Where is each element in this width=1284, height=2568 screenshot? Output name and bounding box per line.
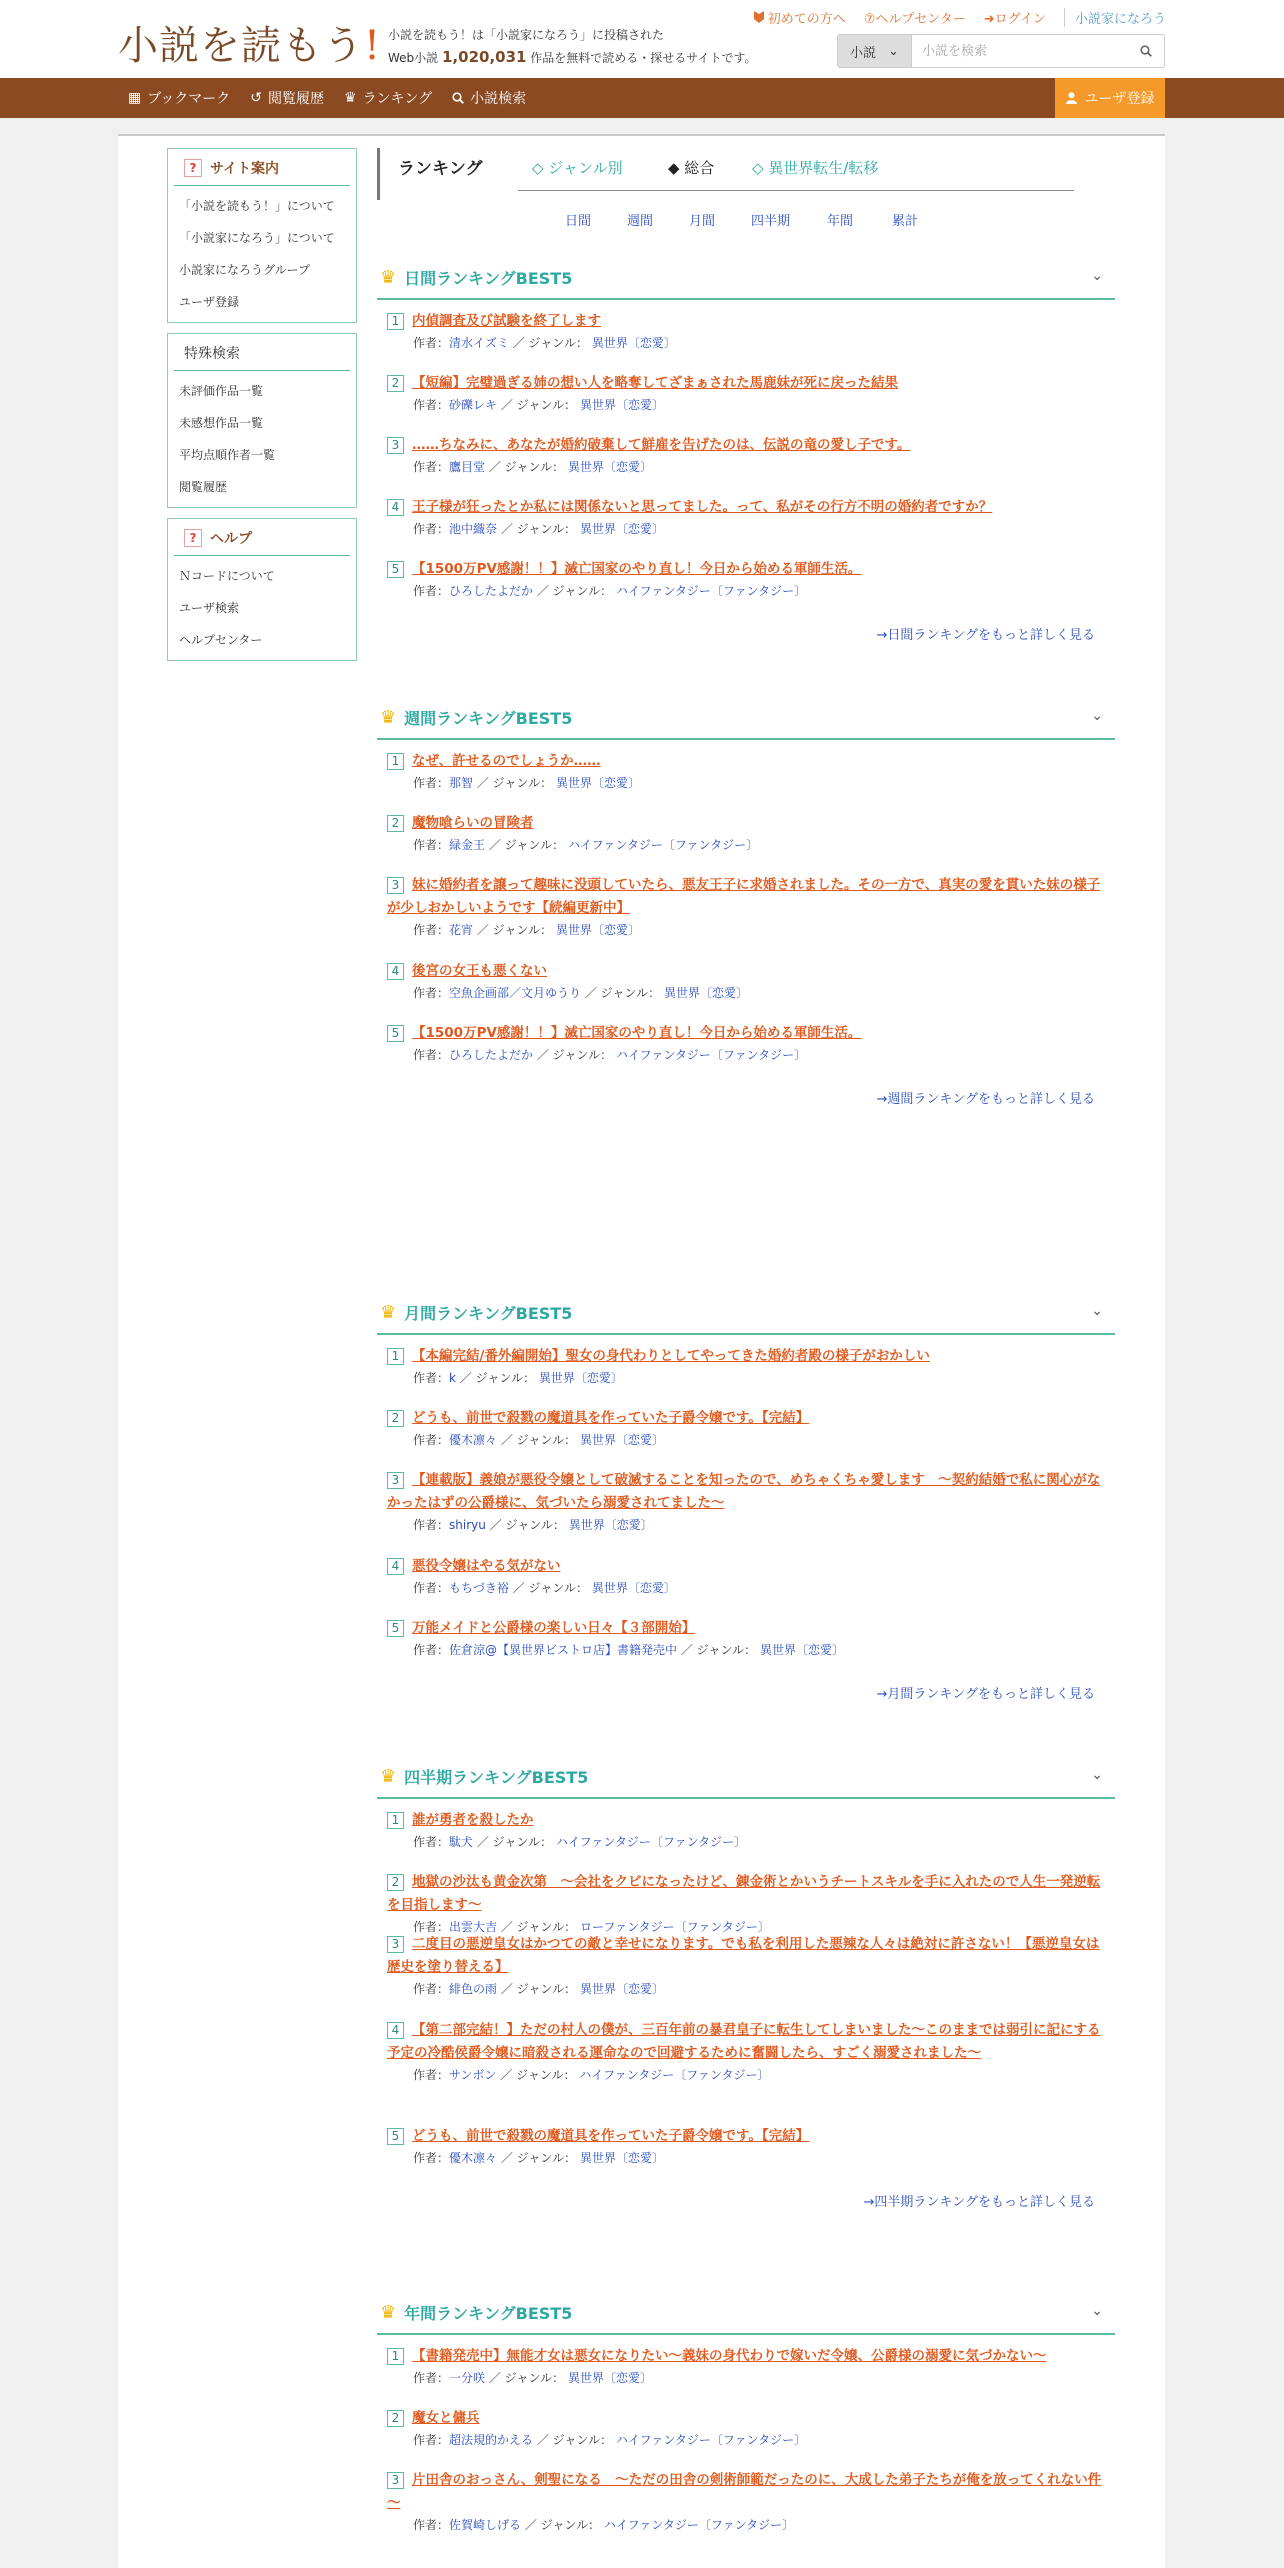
narou-logo-link[interactable]: 小説家になろう (1064, 8, 1166, 27)
genre-link[interactable]: ハイファンタジー〔ファンタジー〕 (615, 2433, 807, 2447)
ranking-section-header[interactable] (377, 2291, 1115, 2335)
ranking-section (377, 1291, 1115, 1702)
ranking-item (377, 1871, 1115, 1937)
login-icon: ➜ (983, 12, 995, 27)
content-container (118, 134, 1165, 2568)
genre-link[interactable]: ハイファンタジー〔ファンタジー〕 (603, 2518, 795, 2532)
author-link[interactable]: 佐倉涼@【異世界ビストロ店】書籍発売中 (449, 1643, 678, 1657)
ranking-item (377, 1555, 1115, 1598)
genre-label: ／ ジャンル： (500, 522, 577, 536)
novel-title-link[interactable]: 地獄の沙汰も黄金次第 ～会社をクビになったけど、錬金術とかいうチートスキルを手に入れたので人生一発逆転を目指します～ (387, 1874, 1101, 1913)
help-title: ヘルプ (210, 531, 252, 547)
ranking-item (377, 2469, 1115, 2535)
site-logo[interactable] (118, 14, 381, 71)
ranking-item (377, 496, 1115, 539)
author-link[interactable]: 緑金王 (449, 838, 486, 852)
novel-title-link[interactable]: 【短編】完璧過ぎる姉の想い人を略奪してざまぁされた馬鹿妹が死に戻った結果 (412, 375, 898, 391)
special-search-heading: 特殊検索 (174, 334, 350, 371)
author-label: 作者： (413, 2433, 450, 2447)
novel-meta (387, 2368, 1111, 2388)
ranking-section (377, 696, 1115, 1107)
genre-label: ／ ジャンル： (476, 923, 553, 937)
author-label: 作者： (413, 2151, 450, 2165)
genre-link[interactable]: ハイファンタジー〔ファンタジー〕 (579, 2068, 770, 2082)
help-center-link[interactable] (864, 8, 966, 27)
ranking-item (377, 372, 1115, 415)
help-box (167, 518, 357, 661)
genre-label: ／ ジャンル： (488, 838, 565, 852)
novel-title-link[interactable]: 【書籍発売中】無能才女は悪女になりたい～義妹の身代わりで嫁いだ令嬢、公爵様の溺愛に気づかない～ (412, 2348, 1047, 2364)
ranking-item (377, 434, 1115, 477)
novel-meta (387, 1430, 1111, 1450)
ranking-section-header[interactable] (377, 696, 1115, 740)
sidebar-link-avg-authors[interactable]: 平均点順作者一覧 (179, 448, 276, 462)
genre-link[interactable]: ハイファンタジー〔ファンタジー〕 (615, 584, 807, 598)
author-link[interactable]: 優木凛々 (449, 2151, 498, 2165)
question-icon: ? (184, 159, 202, 177)
novel-title-link[interactable]: 片田舎のおっさん、剣聖になる ～ただの田舎の剣術師範だったのに、大成した弟子たちが俺を放ってくれない件～ (387, 2472, 1102, 2511)
rank-number: 5 (387, 2128, 404, 2145)
ranking-item (377, 960, 1115, 1003)
period-yearly[interactable]: 年間 (827, 214, 854, 229)
bookmark-list-icon: ▦ (128, 90, 142, 106)
genre-link[interactable]: 異世界〔恋愛〕 (579, 1433, 664, 1447)
main-nav (0, 78, 1284, 118)
crown-icon: ♛ (380, 706, 397, 728)
ranking-section-title: 四半期ランキングBEST5 (404, 1767, 589, 1787)
sidebar-link-history[interactable]: 閲覧履歴 (179, 480, 228, 494)
ranking-item (377, 874, 1115, 940)
author-link[interactable]: サンボン (449, 2068, 497, 2082)
author-label: 作者： (413, 776, 450, 790)
genre-link[interactable]: 異世界〔恋愛〕 (579, 1982, 664, 1996)
login-link[interactable] (984, 8, 1046, 27)
ranking-more-link[interactable]: →四半期ランキングをもっと詳しく見る (863, 2195, 1095, 2210)
genre-label: ／ ジャンル： (500, 1982, 577, 1996)
crown-icon: ♛ (380, 2301, 397, 2323)
login-link-label: ログイン (994, 12, 1046, 27)
rank-number: 2 (387, 815, 404, 832)
novel-title-link[interactable]: 妹に婚約者を譲って趣味に没頭していたら、悪友王子に求婚されました。その一方で、真実の愛を貫いた妹の様子が少しおかしいようです【続編更新中】 (387, 877, 1101, 916)
rank-number: 1 (387, 1348, 404, 1365)
rank-number: 4 (387, 499, 404, 516)
sidebar-link-about-yomou[interactable]: 「小説を読もう！」について (179, 199, 335, 213)
genre-link[interactable]: ハイファンタジー〔ファンタジー〕 (615, 1048, 807, 1062)
ranking-more-link[interactable]: →日間ランキングをもっと詳しく見る (876, 628, 1095, 643)
author-label: 作者： (413, 522, 450, 536)
sidebar-link-about-narou[interactable]: 「小説家になろう」について (179, 231, 335, 245)
genre-label: ／ ジャンル： (524, 2518, 601, 2532)
author-link[interactable]: 緋色の雨 (449, 1982, 498, 1996)
genre-label: ／ ジャンル： (489, 1518, 565, 1532)
nav-bookmark[interactable] (128, 88, 230, 108)
genre-label: ／ ジャンル： (500, 1433, 577, 1447)
author-label: 作者： (413, 986, 450, 1000)
chevron-down-icon[interactable]: ⌄ (1091, 2303, 1103, 2319)
novel-meta (387, 983, 1111, 1003)
search-box (837, 34, 1165, 68)
novel-title-link[interactable]: 誰が勇者を殺したか (412, 1812, 534, 1828)
site-guide-heading (174, 149, 350, 186)
chevron-down-icon[interactable]: ⌄ (1091, 268, 1103, 284)
author-link[interactable]: 花宵 (449, 923, 474, 937)
author-label: 作者： (413, 336, 450, 350)
novel-meta (387, 2430, 1111, 2450)
novel-title-link[interactable]: どうも、前世で殺戮の魔道具を作っていた子爵令嬢です。【完結】 (412, 2128, 810, 2144)
rank-number: 3 (387, 2472, 404, 2489)
novel-meta (387, 457, 1111, 477)
ranking-section (377, 2291, 1115, 2532)
chevron-down-icon[interactable]: ⌄ (1091, 708, 1103, 724)
user-icon (1066, 92, 1077, 104)
search-category-select[interactable] (838, 35, 912, 67)
sidebar-link-no-review[interactable]: 未感想作品一覧 (179, 416, 264, 430)
beginner-mark-icon (754, 11, 764, 23)
author-link[interactable]: ひろしたよだか (449, 584, 534, 598)
search-button[interactable] (1128, 35, 1164, 67)
author-link[interactable]: 清水イズミ (449, 336, 509, 350)
rank-number: 3 (387, 877, 404, 894)
genre-link[interactable]: 異世界〔恋愛〕 (555, 923, 640, 937)
ranking-section-title: 月間ランキングBEST5 (404, 1303, 573, 1323)
novel-title-link[interactable]: 悪役令嬢はやる気がない (412, 1558, 561, 1574)
period-links (377, 204, 1127, 250)
genre-link[interactable]: 異世界〔恋愛〕 (567, 2371, 652, 2385)
author-link[interactable]: 池中織奈 (449, 522, 498, 536)
sidebar (167, 148, 357, 671)
novel-title-link[interactable]: 魔女と傭兵 (412, 2410, 480, 2426)
ranking-item (377, 310, 1115, 353)
genre-link[interactable]: ハイファンタジー〔ファンタジー〕 (567, 838, 759, 852)
ranking-section-title: 週間ランキングBEST5 (404, 708, 573, 728)
author-label: 作者： (413, 398, 450, 412)
novel-title-link[interactable]: 二度目の悪逆皇女はかつての敵と幸せになります。でも私を利用した悪辣な人々は絶対に許さない！【悪逆皇女は歴史を塗り替える】 (387, 1936, 1100, 1975)
genre-link[interactable]: 異世界〔恋愛〕 (759, 1643, 844, 1657)
novel-title-link[interactable]: なぜ、許せるのでしょうか…… (412, 753, 601, 769)
rank-number: 5 (387, 1620, 404, 1637)
rank-number: 4 (387, 963, 404, 980)
rank-number: 2 (387, 2410, 404, 2427)
author-label: 作者： (413, 2518, 450, 2532)
genre-label: ／ ジャンル： (536, 2433, 613, 2447)
author-link[interactable]: shiryu (449, 1518, 486, 1532)
novel-meta (387, 1368, 1111, 1388)
genre-label: ／ ジャンル： (584, 986, 661, 1000)
period-monthly[interactable]: 月間 (689, 214, 716, 229)
genre-label: ／ ジャンル： (500, 1920, 577, 1934)
site-header (0, 0, 1284, 78)
novel-title-link[interactable]: 王子様が狂ったとか私には関係ないと思ってました。って、私がその行方不明の婚約者ですか？ (412, 499, 993, 515)
genre-label: ／ ジャンル： (536, 1048, 613, 1062)
ranking-section (377, 1755, 1115, 2210)
rank-number: 3 (387, 437, 404, 454)
author-label: 作者： (413, 923, 450, 937)
author-link[interactable]: 優木凛々 (449, 1433, 498, 1447)
ranking-item (377, 1933, 1115, 1999)
site-guide-title: サイト案内 (210, 161, 280, 177)
ranking-item (377, 812, 1115, 855)
author-link[interactable]: 鷹目堂 (449, 460, 486, 474)
history-icon: ↺ (250, 90, 262, 106)
tagline-suffix: 作品を無料で読める・探せるサイトです。 (530, 51, 757, 65)
search-icon (452, 92, 464, 104)
rank-number: 2 (387, 1410, 404, 1427)
rank-number: 2 (387, 375, 404, 392)
tab-underline (518, 190, 1074, 191)
logo-mark: ! (364, 23, 382, 69)
ranking-item (377, 2125, 1115, 2168)
novel-title-link[interactable]: 【本編完結/番外編開始】聖女の身代わりとしてやってきた婚約者殿の様子がおかしい (412, 1348, 930, 1364)
novel-meta (387, 2148, 1111, 2168)
nav-ranking[interactable] (344, 88, 432, 108)
genre-link[interactable]: 異世界〔恋愛〕 (579, 398, 664, 412)
crown-icon: ♛ (380, 1301, 397, 1323)
tagline-line-1: 小説を読もう！は「小説家になろう」に投稿された (388, 28, 665, 42)
novel-meta (387, 1045, 1111, 1065)
novel-meta (387, 1640, 1111, 1660)
ranking-more-link[interactable]: →月間ランキングをもっと詳しく見る (876, 1687, 1095, 1702)
novel-title-link[interactable]: 【1500万PV感謝！！】滅亡国家のやり直し！今日から始める軍師生活。 (412, 1025, 862, 1041)
genre-link[interactable]: ローファンタジー〔ファンタジー〕 (579, 1920, 770, 1934)
crown-icon: ♛ (380, 1765, 397, 1787)
rank-number: 1 (387, 2348, 404, 2365)
tagline-prefix: Web小説 (388, 51, 439, 65)
rank-number: 4 (387, 2022, 404, 2039)
rank-number: 5 (387, 1025, 404, 1042)
author-link[interactable]: 一分咲 (449, 2371, 486, 2385)
novel-meta (387, 2065, 1111, 2085)
ranking-item (377, 1617, 1115, 1660)
novel-title-link[interactable]: ……ちなみに、あなたが婚約破棄して鮮雇を告げたのは、伝説の竜の愛し子です。 (412, 437, 911, 453)
chevron-down-icon[interactable]: ⌄ (1091, 1303, 1103, 1319)
sidebar-link-narou-group[interactable]: 小説家になろうグループ (179, 263, 311, 277)
genre-label: ／ ジャンル： (488, 2371, 565, 2385)
author-label: 作者： (413, 1982, 450, 1996)
chevron-down-icon: ⌄ (888, 43, 899, 59)
search-category-value: 小説 (850, 45, 877, 61)
ranking-item (377, 750, 1115, 793)
novel-meta (387, 1832, 1111, 1852)
author-label: 作者： (413, 838, 450, 852)
rank-number: 5 (387, 561, 404, 578)
author-link[interactable]: 出雲大吉 (449, 1920, 498, 1934)
novel-title-link[interactable]: 【第二部完結！】ただの村人の僕が、三百年前の暴君皇子に転生してしまいました～このままでは弱引に記にする予定の冷酷侯爵令嬢に暗殺される運命なので回避するために奮闘したら、すごく溺愛されました～ (387, 2022, 1101, 2061)
novel-meta (387, 920, 1111, 940)
help-heading (174, 519, 350, 556)
genre-link[interactable]: 異世界〔恋愛〕 (591, 336, 676, 350)
sidebar-link-register[interactable]: ユーザ登録 (179, 295, 240, 309)
ranking-item (377, 1345, 1115, 1388)
rank-number: 2 (387, 1874, 404, 1891)
site-tagline (388, 24, 757, 69)
special-search-box (167, 333, 357, 508)
rank-number: 1 (387, 1812, 404, 1829)
author-label: 作者： (413, 1048, 450, 1062)
genre-link[interactable]: 異世界〔恋愛〕 (579, 522, 664, 536)
genre-link[interactable]: 異世界〔恋愛〕 (568, 1518, 653, 1532)
period-daily[interactable]: 日間 (565, 214, 592, 229)
rank-number: 3 (387, 1936, 404, 1953)
user-register-button[interactable] (1055, 78, 1165, 118)
rank-number: 1 (387, 753, 404, 770)
ranking-item (377, 1809, 1115, 1852)
period-quarterly[interactable]: 四半期 (751, 214, 791, 229)
author-link[interactable]: ひろしたよだか (449, 1048, 534, 1062)
author-label: 作者： (413, 1835, 450, 1849)
ranking-item (377, 2345, 1115, 2388)
ranking-item (377, 1407, 1115, 1450)
author-label: 作者： (413, 1518, 450, 1532)
novel-count: 1,020,031 (442, 48, 527, 66)
author-link[interactable]: 砂礫レキ (449, 398, 498, 412)
novel-meta (387, 835, 1111, 855)
novel-meta (387, 395, 1111, 415)
rank-number: 4 (387, 1558, 404, 1575)
sidebar-link-ncode[interactable]: Ｎコードについて (179, 569, 275, 583)
author-label: 作者： (413, 2371, 450, 2385)
nav-search-label: 小説検索 (470, 91, 527, 107)
nav-search[interactable] (452, 88, 526, 108)
genre-label: ／ ジャンル： (512, 336, 589, 350)
beginners-link[interactable] (754, 8, 846, 27)
genre-label: ／ ジャンル： (500, 398, 577, 412)
sidebar-link-user-search[interactable]: ユーザ検索 (179, 601, 240, 615)
genre-label: ／ ジャンル： (459, 1371, 536, 1385)
genre-link[interactable]: 異世界〔恋愛〕 (663, 986, 748, 1000)
nav-history-label: 閲覧履歴 (268, 91, 324, 107)
novel-meta (387, 1979, 1111, 1999)
chevron-down-icon[interactable]: ⌄ (1091, 1767, 1103, 1783)
period-total[interactable]: 累計 (892, 214, 919, 229)
ranking-section (377, 256, 1115, 643)
user-register-label: ユーザ登録 (1084, 91, 1155, 107)
novel-meta (387, 1515, 1111, 1535)
ranking-tabs (377, 148, 1127, 200)
novel-title-link[interactable]: どうも、前世で殺戮の魔道具を作っていた子爵令嬢です。【完結】 (412, 1410, 810, 1426)
question-circle-icon: ⑦ (863, 12, 876, 27)
author-link[interactable]: もちづき裕 (449, 1581, 509, 1595)
rank-number: 3 (387, 1472, 404, 1489)
period-weekly[interactable]: 週間 (627, 214, 654, 229)
genre-link[interactable]: 異世界〔恋愛〕 (538, 1371, 623, 1385)
ranking-item (377, 558, 1115, 601)
ranking-main (377, 148, 1127, 2532)
rank-number: 1 (387, 313, 404, 330)
author-label: 作者： (413, 584, 450, 598)
ranking-item (377, 1469, 1115, 1535)
author-label: 作者： (413, 1433, 450, 1447)
ranking-section-header[interactable] (377, 1755, 1115, 1799)
ranking-item (377, 2019, 1115, 2085)
genre-label: ／ ジャンル： (488, 460, 565, 474)
novel-title-link[interactable]: 内偵調査及び試験を終了します (412, 313, 601, 329)
genre-link[interactable]: 異世界〔恋愛〕 (591, 1581, 676, 1595)
author-link[interactable]: 駄犬 (449, 1835, 474, 1849)
author-link[interactable]: 那智 (449, 776, 474, 790)
author-label: 作者： (413, 1643, 450, 1657)
novel-meta (387, 519, 1111, 539)
nav-ranking-label: ランキング (362, 91, 433, 107)
crown-icon: ♛ (380, 266, 397, 288)
ranking-item (377, 2407, 1115, 2450)
genre-link[interactable]: 異世界〔恋愛〕 (555, 776, 640, 790)
author-link[interactable]: k (449, 1371, 456, 1385)
search-icon (1140, 45, 1152, 57)
beginners-link-label: 初めての方へ (767, 12, 846, 27)
genre-link[interactable]: 異世界〔恋愛〕 (567, 460, 652, 474)
author-label: 作者： (413, 1920, 450, 1934)
novel-meta (387, 773, 1111, 793)
ranking-section-title: 日間ランキングBEST5 (404, 268, 573, 288)
sidebar-link-help-center[interactable]: ヘルプセンター (179, 633, 263, 647)
author-link[interactable]: 佐賀崎しげる (449, 2518, 522, 2532)
author-label: 作者： (413, 460, 450, 474)
ranking-section-header[interactable] (377, 256, 1115, 300)
genre-label: ／ ジャンル： (476, 1835, 553, 1849)
site-guide-box (167, 148, 357, 323)
novel-title-link[interactable]: 万能メイドと公爵様の楽しい日々【３部開始】 (412, 1620, 696, 1636)
ranking-item (377, 1022, 1115, 1065)
ranking-section-title: 年間ランキングBEST5 (404, 2303, 573, 2323)
author-link[interactable]: 空魚企画部／文月ゆうり (449, 986, 582, 1000)
help-center-link-label: ヘルプセンター (875, 12, 966, 27)
tab-overall[interactable]: ◆ 総合 (668, 159, 715, 177)
novel-title-link[interactable]: 後宮の女王も悪くない (412, 963, 547, 979)
author-label: 作者： (413, 2068, 450, 2082)
sidebar-link-unrated[interactable]: 未評価作品一覧 (179, 384, 264, 398)
genre-label: ／ ジャンル： (512, 1581, 589, 1595)
genre-label: ／ ジャンル： (680, 1643, 757, 1657)
genre-label: ／ ジャンル： (536, 584, 613, 598)
crown-icon: ♛ (344, 90, 357, 106)
nav-bookmark-label: ブックマーク (147, 91, 231, 107)
question-icon: ? (184, 529, 202, 547)
page-title: ランキング (398, 159, 483, 179)
genre-label: ／ ジャンル： (500, 2068, 576, 2082)
genre-label: ／ ジャンル： (476, 776, 553, 790)
novel-title-link[interactable]: 【連載版】義娘が悪役令嬢として破滅することを知ったので、めちゃくちゃ愛します ～契約結婚で私に関心がなかったはずの公爵様に、気づいたら溺愛されてました～ (387, 1472, 1101, 1511)
author-link[interactable]: 超法規的かえる (449, 2433, 534, 2447)
nav-history[interactable] (250, 88, 324, 108)
author-label: 作者： (413, 1581, 450, 1595)
tab-genre[interactable]: ◇ ジャンル別 (532, 159, 623, 177)
ranking-section-header[interactable] (377, 1291, 1115, 1335)
novel-meta (387, 2515, 1111, 2535)
logo-text: 小説を読もう (118, 23, 364, 69)
genre-label: ／ ジャンル： (500, 2151, 577, 2165)
novel-title-link[interactable]: 【1500万PV感謝！！】滅亡国家のやり直し！今日から始める軍師生活。 (412, 561, 862, 577)
genre-link[interactable]: ハイファンタジー〔ファンタジー〕 (555, 1835, 747, 1849)
search-input[interactable] (912, 35, 1128, 67)
novel-meta (387, 581, 1111, 601)
novel-meta (387, 333, 1111, 353)
genre-link[interactable]: 異世界〔恋愛〕 (579, 2151, 664, 2165)
header-links (754, 8, 1166, 27)
novel-meta (387, 1578, 1111, 1598)
novel-title-link[interactable]: 魔物喰らいの冒険者 (412, 815, 534, 831)
ranking-more-link[interactable]: →週間ランキングをもっと詳しく見る (876, 1092, 1095, 1107)
tab-isekai[interactable]: ◇ 異世界転生/転移 (752, 159, 879, 177)
author-label: 作者： (413, 1371, 450, 1385)
